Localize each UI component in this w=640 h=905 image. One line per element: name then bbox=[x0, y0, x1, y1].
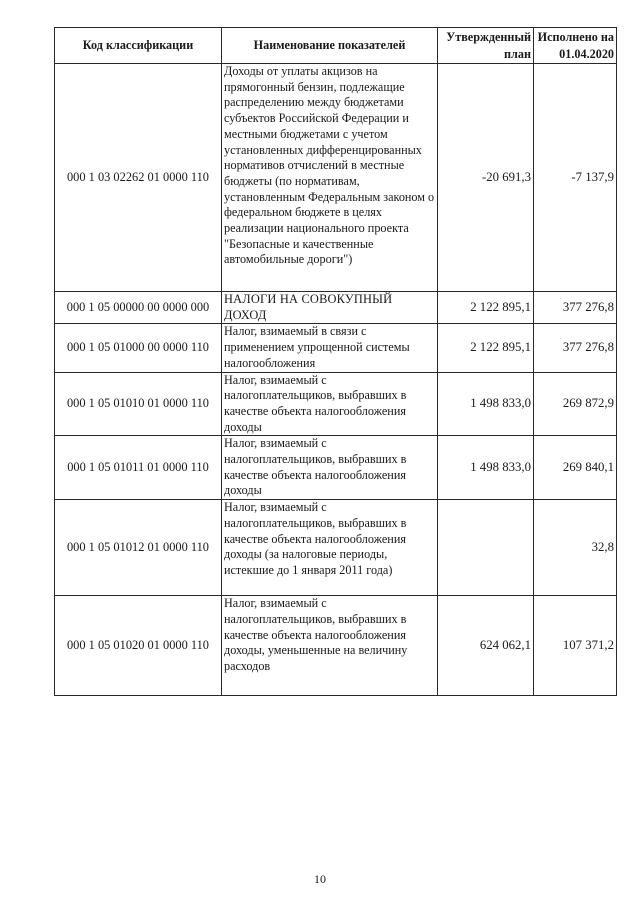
row-name: Доходы от уплаты акцизов на прямогонный бензин, подлежащие распределению между бюджетами субъектов Российской Федерации и местными бюджетами с учетом установленных дифференцированных нормативов отчислений в местные бюджеты (по нормативам, установленным Федеральным законом о федеральном бюджете в целях реализации национального проекта "Безопасные и качественные автомобильные дороги") bbox=[222, 64, 438, 292]
row-plan: 1 498 833,0 bbox=[438, 372, 534, 436]
row-done: 377 276,8 bbox=[534, 292, 617, 324]
row-code: 000 1 05 01000 00 0000 110 bbox=[55, 324, 222, 372]
row-plan bbox=[438, 500, 534, 596]
table-row bbox=[55, 324, 617, 372]
row-code: 000 1 05 00000 00 0000 000 bbox=[55, 292, 222, 324]
budget-table bbox=[54, 27, 617, 696]
table-header-row bbox=[55, 28, 617, 64]
row-name: Налог, взимаемый с налогоплательщиков, выбравших в качестве объекта налогообложения доходы, уменьшенные на величину расходов bbox=[222, 596, 438, 696]
row-plan: 2 122 895,1 bbox=[438, 324, 534, 372]
row-done: 269 872,9 bbox=[534, 372, 617, 436]
table-row bbox=[55, 436, 617, 500]
table-row bbox=[55, 292, 617, 324]
row-code: 000 1 05 01012 01 0000 110 bbox=[55, 500, 222, 596]
header-done: Исполнено на 01.04.2020 bbox=[534, 28, 617, 64]
row-code: 000 1 05 01020 01 0000 110 bbox=[55, 596, 222, 696]
row-name: Налог, взимаемый с налогоплательщиков, выбравших в качестве объекта налогообложения доходы bbox=[222, 436, 438, 500]
table-row bbox=[55, 372, 617, 436]
row-done: 107 371,2 bbox=[534, 596, 617, 696]
row-name: Налог, взимаемый с налогоплательщиков, выбравших в качестве объекта налогообложения доходы bbox=[222, 372, 438, 436]
row-name: Налог, взимаемый в связи с применением упрощенной системы налогообложения bbox=[222, 324, 438, 372]
table-row bbox=[55, 596, 617, 696]
row-plan: 1 498 833,0 bbox=[438, 436, 534, 500]
header-name: Наименование показателей bbox=[222, 28, 438, 64]
row-plan: 2 122 895,1 bbox=[438, 292, 534, 324]
table-row bbox=[55, 500, 617, 596]
row-done: 269 840,1 bbox=[534, 436, 617, 500]
page-number: 10 bbox=[314, 872, 326, 886]
row-name: НАЛОГИ НА СОВОКУПНЫЙ ДОХОД bbox=[222, 292, 438, 324]
row-code: 000 1 03 02262 01 0000 110 bbox=[55, 64, 222, 292]
row-done: 377 276,8 bbox=[534, 324, 617, 372]
row-code: 000 1 05 01011 01 0000 110 bbox=[55, 436, 222, 500]
row-done: -7 137,9 bbox=[534, 64, 617, 292]
row-done: 32,8 bbox=[534, 500, 617, 596]
row-plan: -20 691,3 bbox=[438, 64, 534, 292]
table-row bbox=[55, 64, 617, 292]
row-name: Налог, взимаемый с налогоплательщиков, выбравших в качестве объекта налогообложения доходы (за налоговые периоды, истекшие до 1 января 2011 года) bbox=[222, 500, 438, 596]
row-plan: 624 062,1 bbox=[438, 596, 534, 696]
header-code: Код классификации bbox=[55, 28, 222, 64]
header-plan: Утвержденный план bbox=[438, 28, 534, 64]
row-code: 000 1 05 01010 01 0000 110 bbox=[55, 372, 222, 436]
